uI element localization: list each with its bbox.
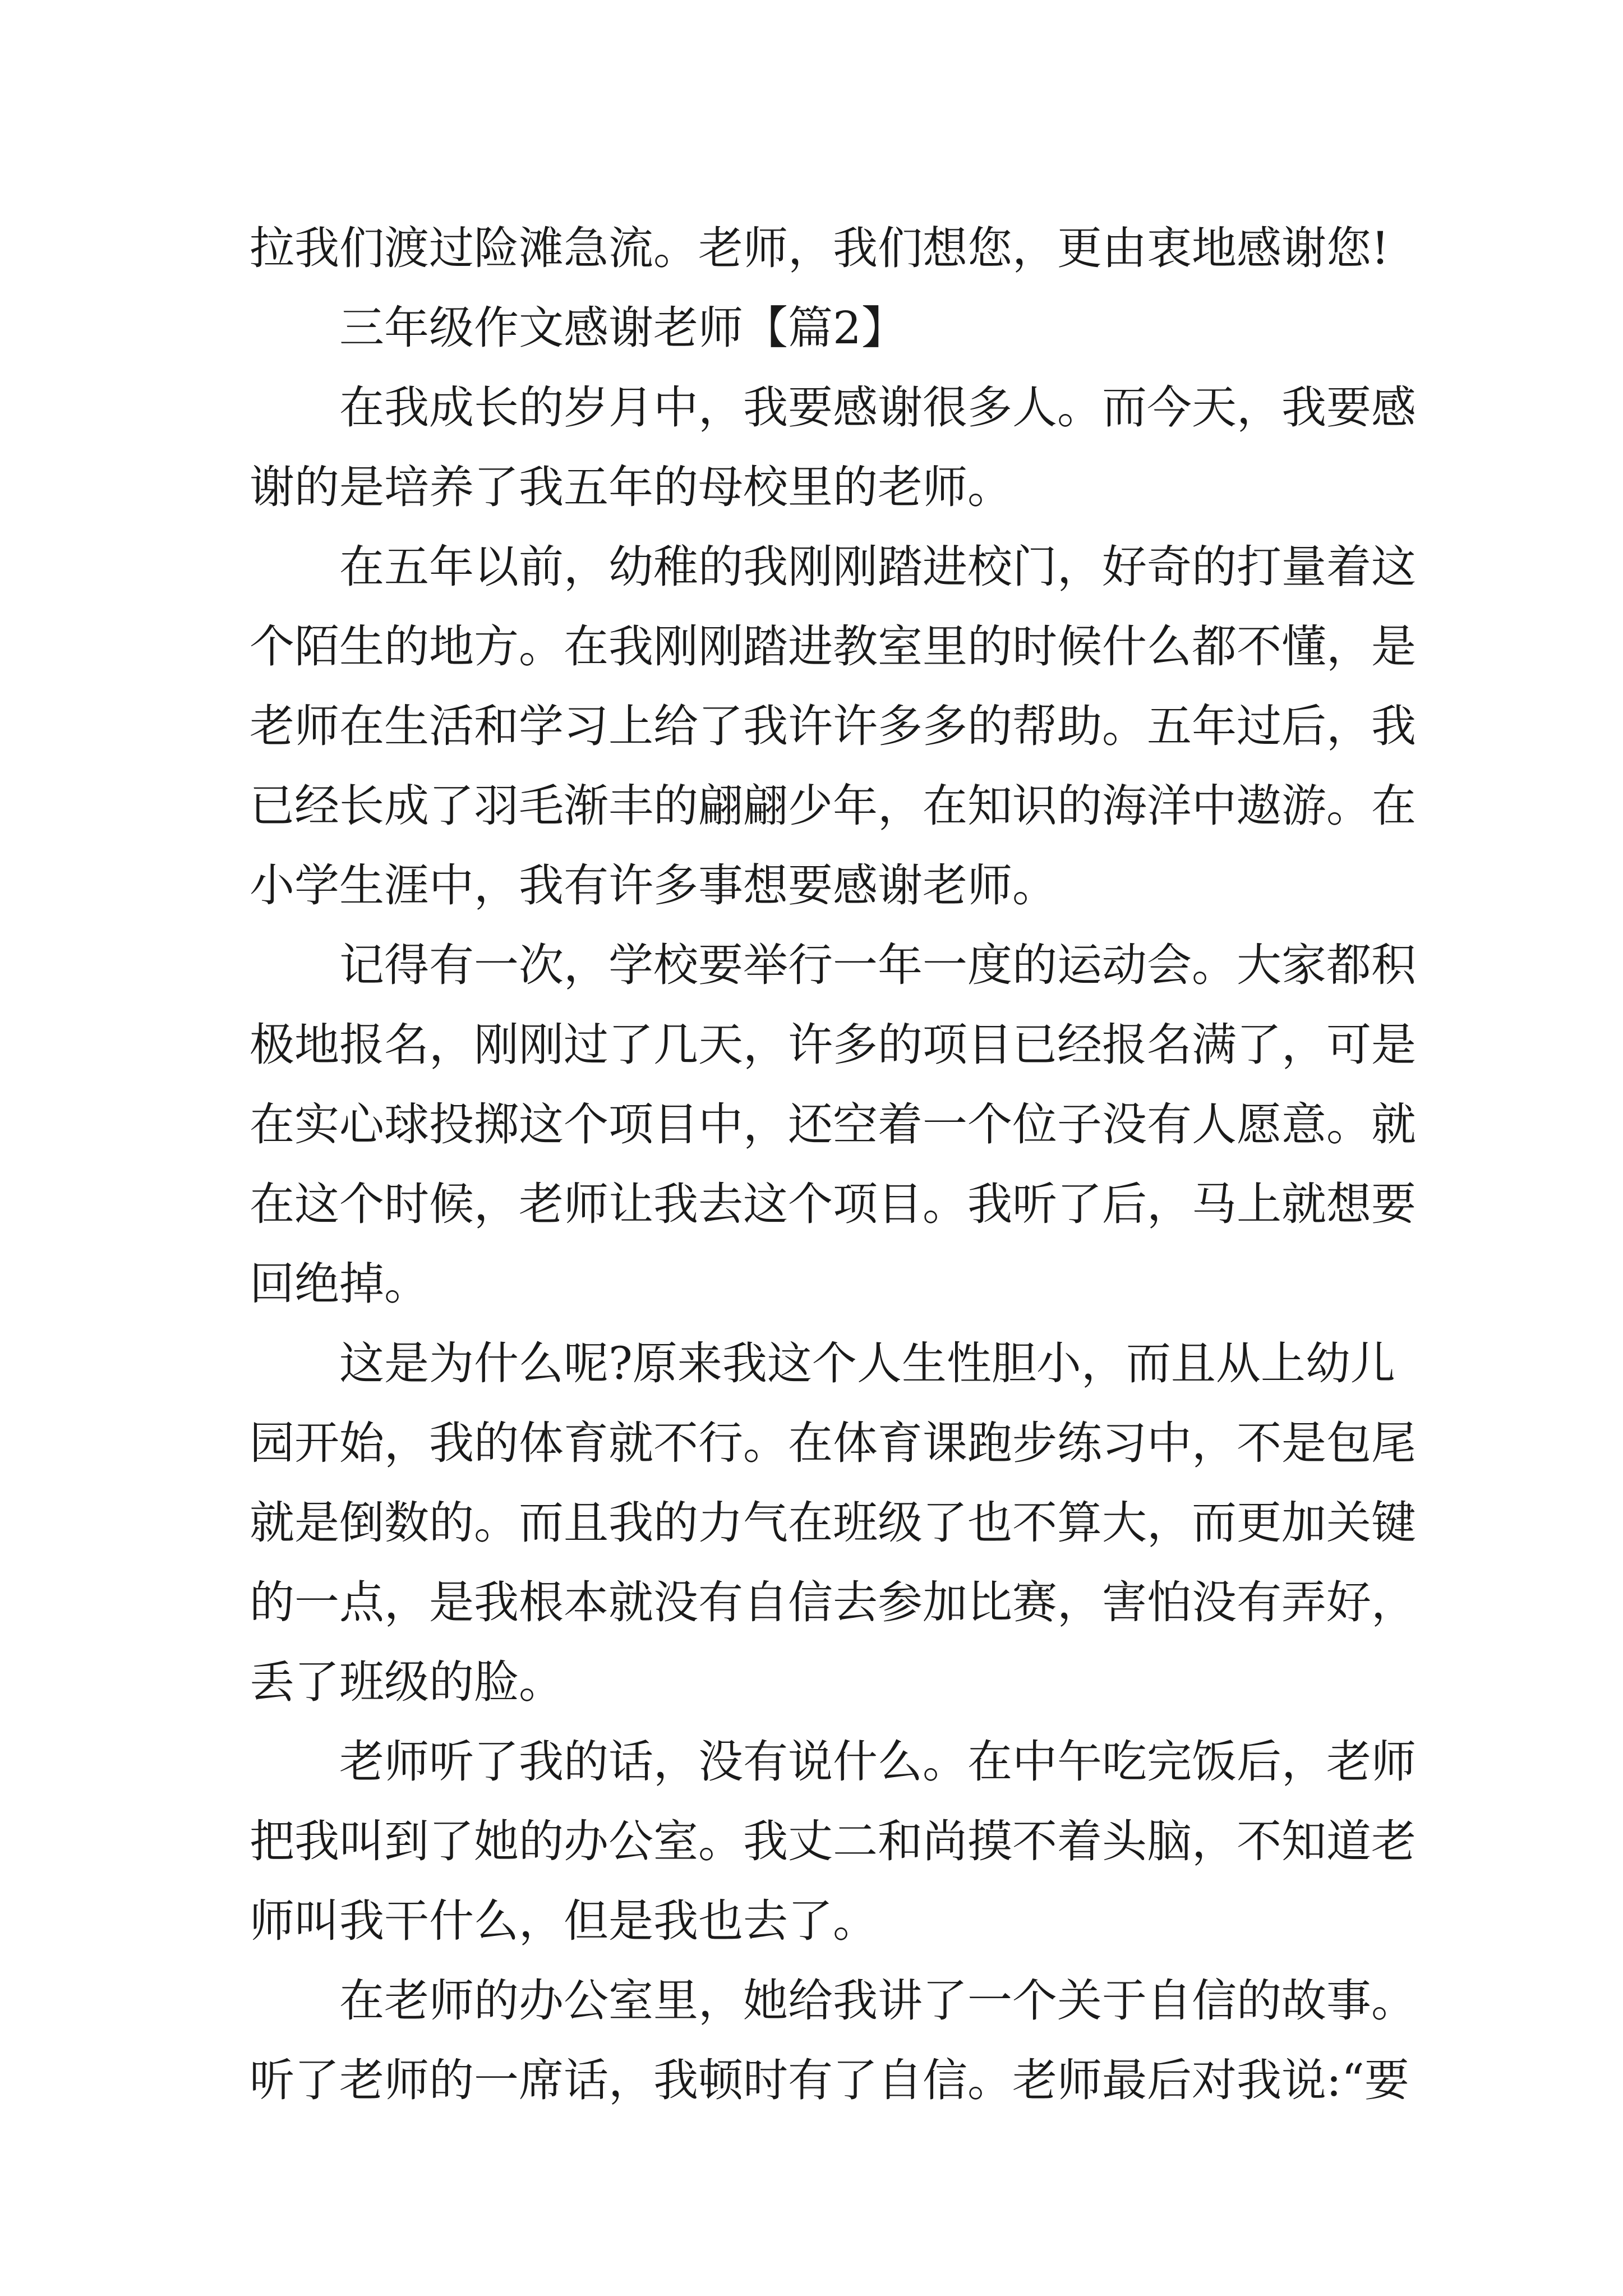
text-line: 在五年以前，幼稚的我刚刚踏进校门，好奇的打量着这: [339, 541, 1416, 593]
text-line: 回绝掉。: [250, 1258, 429, 1310]
text-line: 在我成长的岁月中，我要感谢很多人。而今天，我要感: [339, 381, 1416, 434]
text-line: 记得有一次，学校要举行一年一度的运动会。大家都积: [339, 939, 1416, 991]
text-line: 听了老师的一席话，我顿时有了自信。老师最后对我说:“要: [250, 2054, 1409, 2106]
text-line: 极地报名，刚刚过了几天，许多的项目已经报名满了，可是: [250, 1019, 1416, 1071]
section-heading: 三年级作文感谢老师【篇2】: [339, 302, 906, 354]
text-line: 小学生涯中，我有许多事想要感谢老师。: [250, 859, 1057, 912]
text-line: 老师在生活和学习上给了我许许多多的帮助。五年过后，我: [250, 700, 1416, 752]
text-line: 在实心球投掷这个项目中，还空着一个位子没有人愿意。就: [250, 1098, 1416, 1151]
text-line: 拉我们渡过险滩急流。老师，我们想您，更由衷地感谢您!: [250, 222, 1390, 274]
text-line: 就是倒数的。而且我的力气在班级了也不算大，而更加关键: [250, 1497, 1416, 1549]
text-line: 师叫我干什么，但是我也去了。: [250, 1895, 878, 1947]
text-line: 谢的是培养了我五年的母校里的老师。: [250, 461, 1012, 513]
text-line: 这是为什么呢?原来我这个人生性胆小，而且从上幼儿: [339, 1337, 1395, 1389]
text-line: 丢了班级的脸。: [250, 1656, 564, 1708]
document-body: [250, 209, 1416, 2120]
text-line: 在这个时候，老师让我去这个项目。我听了后，马上就想要: [250, 1178, 1416, 1230]
text-line: 个陌生的地方。在我刚刚踏进教室里的时候什么都不懂，是: [250, 620, 1416, 673]
text-line: 把我叫到了她的办公室。我丈二和尚摸不着头脑，不知道老: [250, 1815, 1416, 1867]
text-line: 的一点，是我根本就没有自信去参加比赛，害怕没有弄好，: [250, 1576, 1416, 1628]
text-line: 园开始，我的体育就不行。在体育课跑步练习中，不是包尾: [250, 1417, 1416, 1469]
text-line: 老师听了我的话，没有说什么。在中午吃完饭后，老师: [339, 1736, 1416, 1788]
text-line: 在老师的办公室里，她给我讲了一个关于自信的故事。: [339, 1975, 1416, 2027]
text-line: 已经长成了羽毛渐丰的翩翩少年，在知识的海洋中遨游。在: [250, 780, 1416, 832]
